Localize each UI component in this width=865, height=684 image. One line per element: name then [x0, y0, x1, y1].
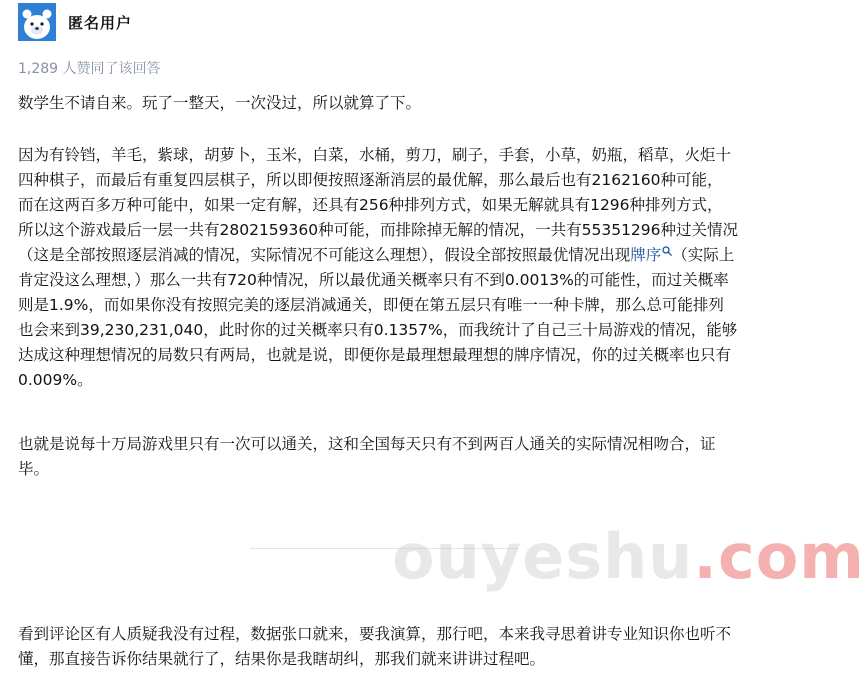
- paragraph-text: （实际上肯定没这么理想，）那么一共有720种情况，所以最优通关概率只有不到0.0013%的可能性，而过关概率则是1.9%，而如果你没有按照完美的逐层消减通关，即便在第五层只有唯一一种卡牌，那么总可能排列也会来到39,230,231,040，此时你的过关概率只有0.1357%，而我统计了自己三十局游戏的情况，能够达成这种理想情况的局数只有两局，也就是说，即便你是最理想最理想的牌序情况，你的过关概率也只有0.009%。: [18, 246, 738, 389]
- answer-author-header: [18, 0, 132, 44]
- author-name[interactable]: 匿名用户: [68, 13, 133, 32]
- watermark-tld: com: [717, 520, 865, 593]
- watermark-main: ouyeshu: [392, 520, 694, 593]
- paragraph-text: 因为有铃铛，羊毛，紫球，胡萝卜，玉米，白菜，水桶，剪刀，刷子，手套，小草，奶瓶，稻草，火炬十四种棋子，而最后有重复四层棋子，所以即便按照逐渐消层的最优解，那么最后也有2162160种可能，而在这两百多万种可能中，如果一定有解，还具有256种排列方式，如果无解就具有1296种排列方式，所以这个游戏最后一层一共有2802159360种可能，而排除掉无解的情况，一共有55351296种过关情况（这是全部按照逐层消减的情况，实际情况不可能这么理想），假设全部按照最优情况出现: [18, 146, 739, 264]
- anonymous-bear-avatar-icon[interactable]: [18, 3, 56, 41]
- search-icon: [662, 246, 672, 256]
- answer-paragraph-2: [18, 143, 738, 393]
- keyword-link-label: 牌序: [630, 246, 662, 264]
- site-watermark: [392, 520, 865, 593]
- answer-paragraph-4: 看到评论区有人质疑我没有过程，数据张口就来，要我演算，那行吧，本来我寻思着讲专业知识你也听不懂，那直接告诉你结果就行了，结果你是我瞎胡纠，那我们就来讲讲过程吧。: [18, 625, 732, 668]
- answer-paragraph-1: 数学生不请自来。玩了一整天，一次没过，所以就算了下。: [18, 94, 422, 112]
- keyword-link[interactable]: [630, 246, 672, 264]
- watermark-dot: .: [693, 520, 718, 593]
- vote-count: 1,289 人赞同了该回答: [18, 61, 161, 77]
- answer-paragraph-3: 也就是说每十万局游戏里只有一次可以通关，这和全国每天只有不到两百人通关的实际情况相吻合，证毕。: [18, 435, 716, 478]
